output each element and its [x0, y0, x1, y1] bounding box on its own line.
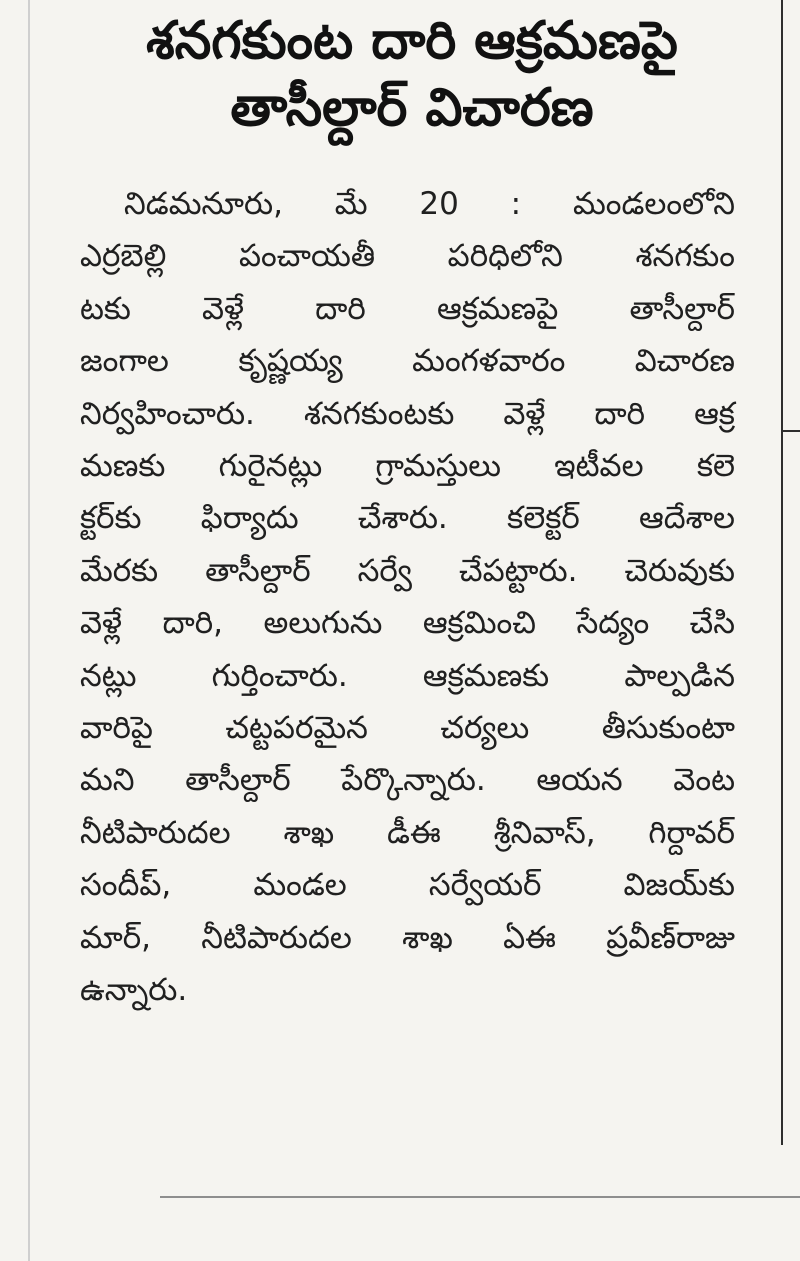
right-stub-rule: [783, 430, 800, 432]
headline-line-2: తాసీల్దార్ విచారణ: [230, 78, 594, 138]
body-line-2: ఎర్రబెల్లి పంచాయతీ పరిధిలోని శనగకుం: [80, 238, 735, 275]
body-line-14: సందీప్, మండల సర్వేయర్ విజయ్‌కు: [80, 867, 735, 904]
body-line-12: మని తాసీల్దార్ పేర్కొన్నారు. ఆయన వెంట: [80, 762, 735, 799]
body-line-13: నీటిపారుదల శాఖ డీఈ శ్రీనివాస్, గిర్దావర్: [80, 814, 735, 851]
article-body: [80, 178, 735, 1017]
body-line-4: జంగాల కృష్ణయ్య మంగళవారం విచారణ: [80, 343, 735, 380]
body-line-8: మేరకు తాసీల్దార్ సర్వే చేపట్టారు. చెరువుకు: [80, 552, 735, 589]
body-line-6: మణకు గురైనట్లు గ్రామస్తులు ఇటీవల కలె: [80, 448, 735, 485]
body-line-3: టకు వెళ్లే దారి ఆక్రమణపై తాసీల్దార్: [80, 290, 735, 327]
headline-line-1: శనగకుంట దారి ఆక్రమణపై: [146, 11, 678, 71]
right-column-divider: [781, 0, 783, 1145]
body-line-9: వెళ్లే దారి, అలుగును ఆక్రమించి సేద్యం చేసి: [80, 605, 735, 642]
body-line-16: ఉన్నారు.: [80, 972, 188, 1009]
body-line-15: మార్, నీటిపారుదల శాఖ ఏఈ ప్రవీణ్‌రాజు: [80, 919, 735, 956]
body-line-5: నిర్వహించారు. శనగకుంటకు వెళ్లే దారి ఆక్ర: [80, 395, 735, 432]
left-column-divider: [28, 0, 30, 1261]
body-line-10: నట్లు గుర్తించారు. ఆక్రమణకు పాల్పడిన: [80, 657, 735, 694]
body-line-11: వారిపై చట్టపరమైన చర్యలు తీసుకుంటా: [80, 710, 735, 747]
body-line-7: క్టర్‌కు ఫిర్యాదు చేశారు. కలెక్టర్ ఆదేశాల: [80, 500, 735, 537]
body-line-1: నిడమనూరు, మే 20 : మండలంలోని: [124, 186, 735, 222]
article-headline: [72, 8, 752, 142]
article-end-rule: [160, 1196, 800, 1198]
